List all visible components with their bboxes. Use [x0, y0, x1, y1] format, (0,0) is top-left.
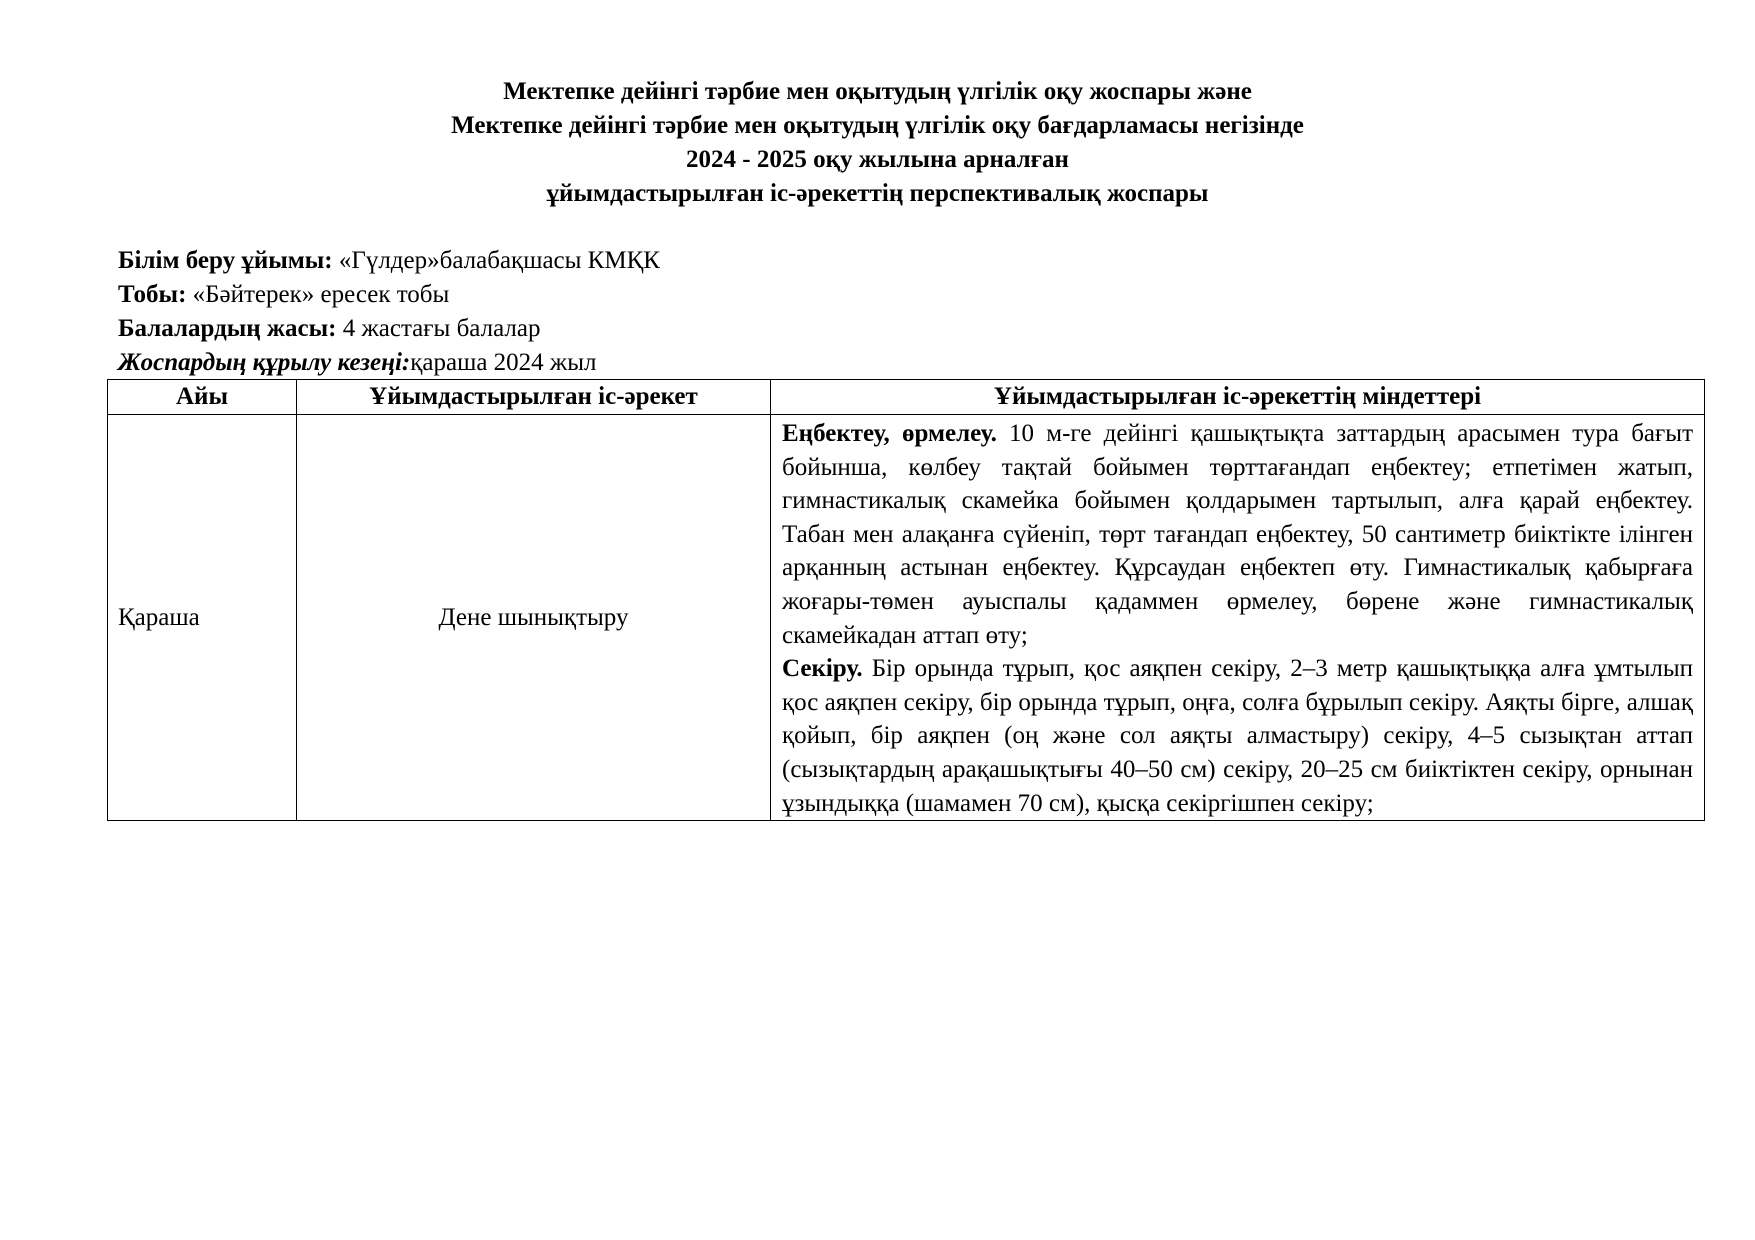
- document-title: [0, 75, 1755, 211]
- title-line-2: Мектепке дейінгі тәрбие мен оқытудың үлгілік оқу бағдарламасы негізінде: [451, 112, 1304, 139]
- meta-age-value: 4 жастағы балалар: [336, 315, 541, 342]
- meta-age: [118, 312, 660, 346]
- title-line-1: Мектепке дейінгі тәрбие мен оқытудың үлгілік оқу жоспары және: [503, 78, 1252, 105]
- title-line-4: ұйымдастырылған іс-әрекеттің перспективалық жоспары: [546, 180, 1209, 207]
- plan-metadata: [118, 244, 660, 380]
- title-line-3: 2024 - 2025 оқу жылына арналған: [686, 146, 1069, 173]
- cell-month: Қараша: [108, 415, 297, 821]
- task-paragraph-crawling: [782, 417, 1693, 652]
- meta-period: [118, 346, 660, 380]
- header-tasks: Ұйымдастырылған іс-әрекеттің міндеттері: [771, 380, 1705, 415]
- meta-group-label: Тобы:: [118, 281, 187, 308]
- task-heading-jumping: Секіру.: [782, 655, 863, 683]
- header-month: Айы: [108, 380, 297, 415]
- header-activity: Ұйымдастырылған іс-әрекет: [297, 380, 771, 415]
- meta-organization-label: Білім беру ұйымы:: [118, 247, 333, 274]
- table-header-row: [108, 380, 1705, 415]
- task-text-jumping: Бір орында тұрып, қос аяқпен секіру, 2–3 метр қашықтыққа алға ұмтылып қос аяқпен секіру, бір орында тұрып, оңға, солға бұрылып секіру. Аяқты бірге, алшақ қойып, бір аяқпен (оң және сол аяқты алмастыру) секіру, 4–5 сызықтан аттап (сызықтардың арақашықтығы 40–50 см) секіру, 20–25 см биіктіктен секіру, орнынан ұзындыққа (шамамен 70 см), қысқа секіргішпен секіру;: [782, 655, 1693, 817]
- meta-period-value: қараша 2024 жыл: [410, 349, 597, 376]
- meta-age-label: Балалардың жасы:: [118, 315, 337, 342]
- task-text-crawling: 10 м-ге дейінгі қашықтықта заттардың арасымен тура бағыт бойынша, көлбеу тақтай бойымен төрттағандап еңбектеу; етпетімен жатып, гимнастикалық скамейка бойымен қолдарымен тартылып, алға қарай еңбектеу. Табан мен алақанға сүйеніп, төрт тағандап еңбектеу, 50 сантиметр биіктікте ілінген арқанның астынан еңбектеу. Құрсаудан еңбектеп өту. Гимнастикалық қабырғаға жоғары-төмен ауыспалы қадаммен өрмелеу, бөрене және гимнастикалық скамейкадан аттап өту;: [782, 420, 1693, 649]
- cell-tasks: [771, 415, 1705, 821]
- cell-activity: Дене шынықтыру: [297, 415, 771, 821]
- meta-group: [118, 278, 660, 312]
- meta-group-value: «Бәйтерек» ересек тобы: [186, 281, 450, 308]
- meta-organization: [118, 244, 660, 278]
- task-heading-crawling: Еңбектеу, өрмелеу.: [782, 420, 997, 447]
- task-paragraph-jumping: [782, 652, 1693, 820]
- table-row: [108, 415, 1705, 821]
- plan-table: [107, 379, 1705, 821]
- meta-period-label: Жоспардың құрылу кезеңі:: [118, 349, 411, 376]
- meta-organization-value: «Гүлдер»балабақшасы КМҚК: [332, 247, 660, 274]
